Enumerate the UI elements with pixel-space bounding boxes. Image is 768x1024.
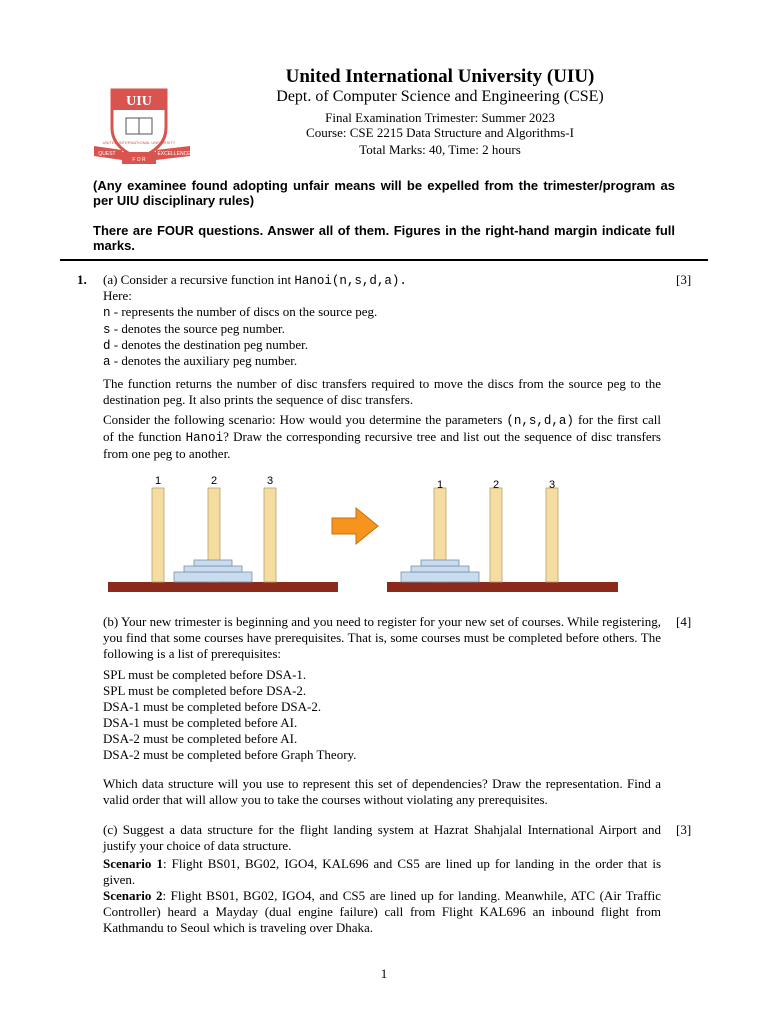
q1b-question: Which data structure will you use to represent this set of dependencies? Draw the representation. Find a valid order that will allow you to take the courses without violating any prerequisites. [103, 776, 661, 807]
peg-label-right-1: 1 [436, 479, 444, 491]
marks-1c: [3] [676, 822, 692, 837]
base-left [108, 582, 338, 592]
q1a-returns: The function returns the number of disc transfers required to move the discs from the source peg to the destination peg. It also prints the sequence of disc transfers. [103, 376, 661, 407]
disc-left-large [174, 572, 252, 582]
prereq-item: DSA-1 must be completed before AI. [103, 715, 298, 730]
hanoi-initial-state [108, 475, 338, 592]
logo-text: UIU [126, 94, 152, 109]
q1c-scenario-2: Scenario 2: Flight BS01, BG02, IGO4, and CS5 are lined up for landing. Meanwhile, ATC (Air Traffic Controller) heard a Mayday (dual engine failure) call from Flight KAL696 an inbound flight from Kathmandu to Seoul which is traveling over Dhaka. [103, 888, 661, 935]
prereq-item: DSA-1 must be completed before DSA-2. [103, 699, 322, 714]
exam-title: Final Examination Trimester: Summer 2023 [325, 110, 555, 125]
param-s: s - denotes the source peg number. [103, 321, 285, 337]
q1c-intro: (c) Suggest a data structure for the flight landing system at Hazrat Shahjalal International Airport and justify your choice of data structure. [103, 822, 661, 853]
base-right [387, 582, 618, 592]
page-number: 1 [380, 966, 388, 981]
peg-label-left-1: 1 [154, 475, 162, 487]
disc-right-large [401, 572, 479, 582]
transition-arrow-icon [332, 508, 378, 544]
course-title: Course: CSE 2215 Data Structure and Algorithms-I [306, 125, 574, 140]
marks-1b: [4] [676, 614, 692, 629]
disc-right-small [421, 560, 459, 566]
peg-right-3 [546, 488, 558, 582]
department: Dept. of Computer Science and Engineering (CSE) [276, 88, 604, 105]
param-n: n - represents the number of discs on the source peg. [103, 304, 378, 320]
question-number: 1. [77, 272, 87, 287]
hanoi-final-state [387, 479, 618, 592]
hanoi-figure [100, 466, 630, 598]
university-title: United International University (UIU) [285, 66, 595, 87]
q1a-intro: (a) Consider a recursive function int Hanoi(n,s,d,a). [103, 272, 407, 288]
logo-ribbon-left: QUEST [98, 151, 116, 157]
q1a-here: Here: [103, 288, 132, 303]
prereq-item: SPL must be completed before DSA-1. [103, 667, 307, 682]
peg-right-2 [490, 488, 502, 582]
peg-left-3 [264, 488, 276, 582]
param-a: a - denotes the auxiliary peg number. [103, 353, 298, 369]
logo-ribbon-right: EXCELLENCE [157, 151, 191, 157]
peg-label-left-3: 3 [266, 475, 274, 487]
prereq-item: SPL must be completed before DSA-2. [103, 683, 307, 698]
instructions-notice: There are FOUR questions. Answer all of them. Figures in the right-hand margin indicate full marks. [93, 223, 675, 253]
q1b-intro: (b) Your new trimester is beginning and you need to register for your new set of courses. While registering, you find that some courses have prerequisites. That is, some courses must be completed before others. The following is a list of prerequisites: [103, 614, 661, 661]
q1a-scenario: Consider the following scenario: How would you determine the parameters (n,s,d,a) for the first call of the function Hanoi? Draw the corresponding recursive tree and list out the sequence of disc transfers from one peg to another. [103, 412, 662, 461]
header-divider [60, 259, 708, 261]
logo-ribbon-bottom: F O R [132, 157, 146, 163]
peg-label-right-2: 2 [492, 479, 500, 491]
unfair-means-notice: (Any examinee found adopting unfair means will be expelled from the trimester/program as per UIU disciplinary rules) [93, 178, 675, 208]
peg-label-right-3: 3 [548, 479, 556, 491]
marks-time: Total Marks: 40, Time: 2 hours [359, 142, 521, 157]
disc-left-small [194, 560, 232, 566]
peg-left-1 [152, 488, 164, 582]
marks-1a: [3] [676, 272, 692, 287]
logo-ring-text: UNITED INTERNATIONAL UNIVERSITY [102, 140, 176, 145]
prereq-item: DSA-2 must be completed before Graph Theory. [103, 747, 357, 762]
param-d: d - denotes the destination peg number. [103, 337, 308, 353]
disc-right-medium [411, 566, 469, 572]
prereq-item: DSA-2 must be completed before AI. [103, 731, 298, 746]
q1c-scenario-1: Scenario 1: Flight BS01, BG02, IGO4, KAL696 and CS5 are lined up for landing in the order that is given. [103, 856, 661, 887]
peg-label-left-2: 2 [210, 475, 218, 487]
disc-left-medium [184, 566, 242, 572]
